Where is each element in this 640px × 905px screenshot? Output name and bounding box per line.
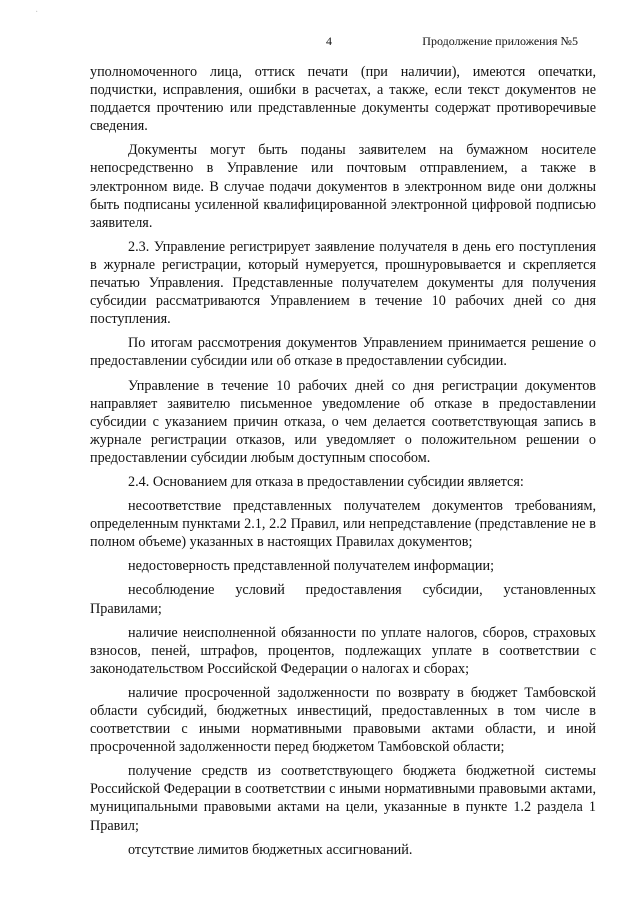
paragraph-continuation: уполномоченного лица, оттиск печати (при наличии), имеются опечатки, подчистки, исправления, ошибки в расчетах, а также, если текст документов не поддается прочтению или представленные документы содержат противоречивые сведения. (90, 64, 596, 135)
corner-mark: · (35, 7, 39, 18)
document-body (90, 63, 596, 865)
list-item-noncompliance: несоответствие представленных получателем документов требованиям, определенным пунктами 2.1, 2.2 Правил, или непредставление (представление не в полном объеме) указанных в настоящих Правилах документов; (90, 498, 596, 551)
paragraph-review-decision: По итогам рассмотрения документов Управлением принимается решение о предоставлении субсидии или об отказе в предоставлении субсидии. (90, 335, 596, 370)
page-header (0, 34, 640, 50)
paragraph-section-2-3: 2.3. Управление регистрирует заявление получателя в день его поступления в журнале регистрации, который нумеруется, прошнуровывается и скрепляется печатью Управления. Представленные получателем документы для получения субсидии рассматриваются Управлением в течение 10 рабочих дней со дня поступления. (90, 238, 596, 328)
list-item-no-budget-limits: отсутствие лимитов бюджетных ассигнований. (128, 841, 413, 858)
list-item-conditions-violation: несоблюдение условий предоставления субсидии, установленных Правилами; (90, 582, 596, 617)
list-item-overdue-debt: наличие просроченной задолженности по возврату в бюджет Тамбовской области субсидий, бюджетных инвестиций, предоставленных в том числе в соответствии с иными нормативными правовыми актами области, и иной просроченной задолженности перед бюджетом Тамбовской области; (90, 684, 596, 756)
paragraph-submission-methods: Документы могут быть поданы заявителем на бумажном носителе непосредственно в Управление или почтовым отправлением, а также в электронном виде. В случае подачи документов в электронном виде они должны быть подписаны усиленной квалифицированной электронной цифровой подписью заявителя. (90, 142, 596, 231)
paragraph-refusal-notice: Управление в течение 10 рабочих дней со дня регистрации документов направляет заявителю письменное уведомление об отказе в предоставлении субсидии с указанием причин отказа, о чем делается соответствующая запись в журнале регистрации отказов, или уведомляет о положительном решении о предоставлении субсидии любым доступным способом. (90, 377, 596, 466)
list-item-tax-obligations: наличие неисполненной обязанности по уплате налогов, сборов, страховых взносов, пеней, штрафов, процентов, подлежащих уплате в соответствии с законодательством Российской Федерации о налогах и сборах; (90, 624, 596, 677)
appendix-note: Продолжение приложения №5 (422, 34, 578, 48)
page-number: 4 (326, 34, 332, 48)
paragraph-section-2-4: 2.4. Основанием для отказа в предоставлении субсидии является: (128, 473, 524, 490)
list-item-other-budget-funds: получение средств из соответствующего бюджета бюджетной системы Российской Федерации в соответствии с иными нормативными правовыми актами, муниципальными правовыми актами на цели, указанные в пункте 1.2 раздела 1 Правил; (90, 763, 596, 834)
list-item-false-information: недостоверность представленной получателем информации; (128, 558, 495, 575)
